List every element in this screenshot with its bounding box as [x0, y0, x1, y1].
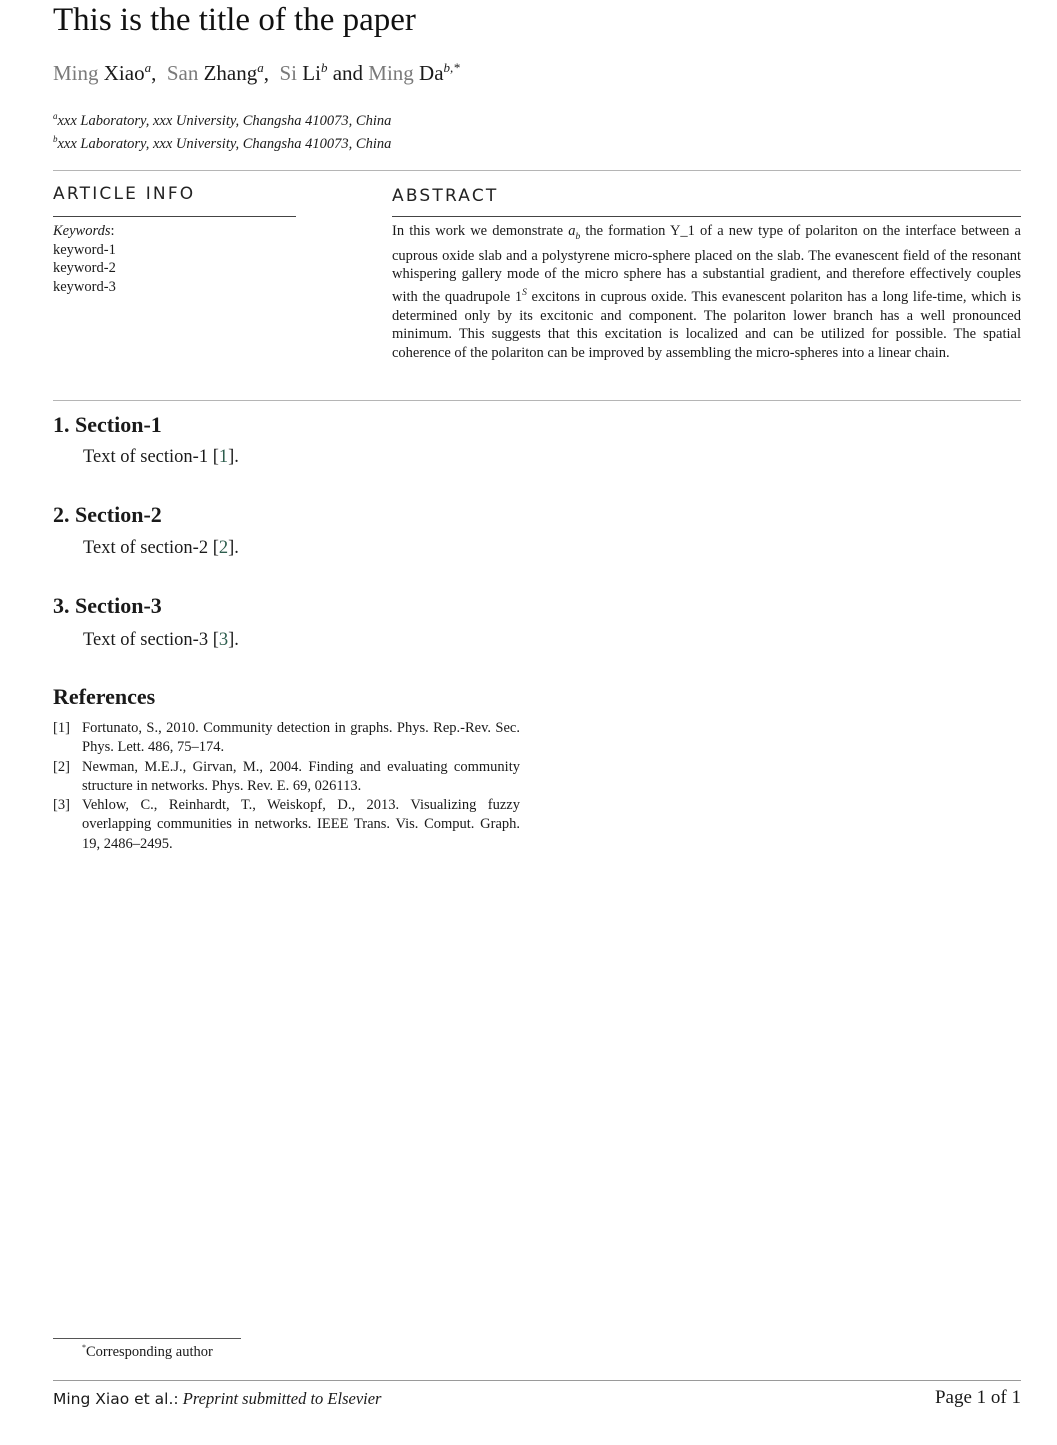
page-number: Page 1 of 1	[934, 1387, 1021, 1408]
references-heading: References	[53, 684, 156, 709]
author-4[interactable]: Ming $Da^{b,*}$	[368, 60, 460, 85]
paper-title: This is the title of the paper	[53, 2, 416, 38]
section-1-heading: 1. Section-1	[53, 412, 162, 437]
reference-list	[53, 719, 520, 854]
author-3[interactable]: Si Li$^b$	[279, 60, 328, 85]
article-info-rule	[53, 216, 296, 217]
abstract-bottom-divider	[53, 400, 1021, 401]
citation-link[interactable]: 2	[218, 538, 229, 558]
keywords-label: Keywords	[53, 223, 111, 239]
abstract-rule	[392, 216, 1021, 217]
author-1[interactable]: Ming Xiao$^a$	[53, 60, 152, 85]
keywords-block: Keywords: keyword-1 keyword-2 keyword-3	[53, 223, 116, 295]
affiliation-b: $^b$xxx Laboratory, xxx University, Changsha 410073, China	[53, 134, 392, 152]
section-2-text: Text of section-2 [2].	[83, 538, 239, 558]
header-divider	[53, 170, 1021, 171]
keyword-item: keyword-3	[53, 278, 116, 295]
section-1-text: Text of section-1 [1].	[83, 447, 239, 467]
citation-link[interactable]: 3	[218, 630, 229, 650]
keyword-item: keyword-2	[53, 260, 116, 277]
footer-divider	[53, 1380, 1021, 1381]
author-2[interactable]: San Zhang$^a$	[166, 60, 264, 85]
section-2-heading: 2. Section-2	[53, 502, 162, 527]
reference-item: [2] Newman, M.E.J., Girvan, M., 2004. Finding and evaluating community structure in networks. Phys. Rev. E. 69, 026113.	[53, 758, 520, 794]
reference-item: [3] Vehlow, C., Reinhardt, T., Weiskopf, D., 2013. Visualizing fuzzy overlapping communities in networks. IEEE Trans. Vis. Comput. Graph. 19, 2486–2495.	[53, 797, 520, 852]
corresponding-author-footnote: *Corresponding author	[82, 1343, 213, 1360]
abstract-text: In this work we demonstrate $a_b$ the formation Y_1 of a new type of polariton on the interface between a cuprous oxide slab and a polystyrene micro-sphere placed on the slab. The evanescent field of the resonant whispering gallery mode of the micro sphere has a substantial gradient, and therefore effectively couples with the quadrupole $1^S$ excitons in cuprous oxide. This evanescent polariton has a long life-time, which is determined only by its excitonic and component. The polariton lower branch has a well pronounced minimum. This suggests that this excitation is localized and can be utilized for possible. The spatial coherence of the polariton can be improved by assembling the micro-spheres into a linear chain.	[392, 223, 1021, 361]
reference-item: [1] Fortunato, S., 2010. Community detection in graphs. Phys. Rep.-Rev. Sec. Phys. Lett. 486, 75–174.	[53, 720, 520, 756]
article-info-heading: ARTICLE INFO	[53, 184, 196, 204]
section-3-heading: 3. Section-3	[53, 593, 162, 618]
citation-link[interactable]: 1	[218, 447, 229, 467]
keyword-item: keyword-1	[53, 241, 116, 258]
section-3-text: Text of section-3 [3].	[83, 630, 239, 650]
footer-citation: Ming Xiao et al.: Preprint submitted to Elsevier	[53, 1389, 382, 1408]
abstract-heading: ABSTRACT	[392, 186, 499, 206]
author-list: Ming Xiao$^a$, San Zhang$^a$, Si Li$^b$ and Ming $Da^{b,*}$	[53, 60, 460, 85]
math-a: a	[568, 223, 576, 239]
affiliation-a: $^a$xxx Laboratory, xxx University, Changsha 410073, China	[53, 111, 392, 129]
footnote-rule	[53, 1338, 241, 1339]
